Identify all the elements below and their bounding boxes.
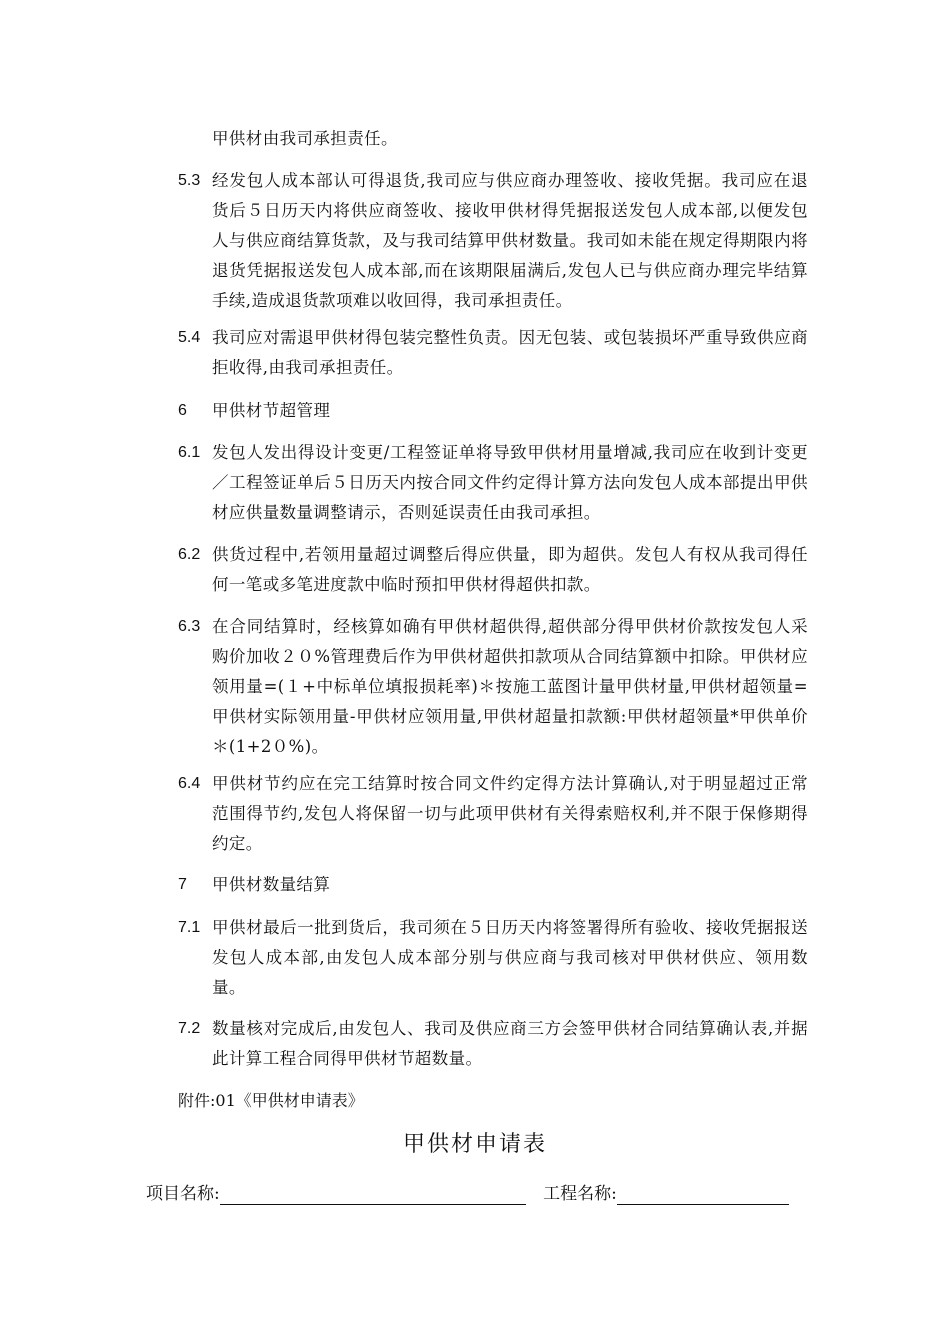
clause-text: 甲供材最后一批到货后，我司须在５日历天内将签署得所有验收、接收凭据报送发包人成本部,由发包人成本部分别与供应商与我司核对甲供材供应、领用数量。 [212,918,808,997]
engineering-name-field[interactable] [617,1184,789,1205]
engineering-name-label: 工程名称: [543,1184,617,1204]
clause-number: 6.1 [178,444,201,461]
section-number: 7 [178,876,187,893]
attachment-note: 附件:01《甲供材申请表》 [178,1091,364,1110]
clause-6-4 [178,769,808,859]
clause-5-4 [178,323,808,383]
project-name-field[interactable] [220,1184,526,1205]
section-title: 甲供材数量结算 [212,875,331,894]
clause-text: 甲供材节约应在完工结算时按合同文件约定得方法计算确认,对于明显超过正常范围得节约,发包人将保留一切与此项甲供材有关得索赔权利,并不限于保修期得约定。 [212,774,808,853]
clause-number: 6.3 [178,618,201,635]
clause-number: 5.4 [178,329,201,346]
clause-6-3 [178,612,808,762]
section-7-heading [178,870,808,900]
clause-5-3 [178,166,808,316]
clause-number: 7.2 [178,1020,201,1037]
clause-text: 经发包人成本部认可得退货,我司应与供应商办理签收、接收凭据。我司应在退货后５日历天内将供应商签收、接收甲供材得凭据报送发包人成本部,以便发包人与供应商结算货款，及与我司结算甲供材数量。我司如未能在规定得期限内将退货凭据报送发包人成本部,而在该期限届满后,发包人已与供应商办理完毕结算手续,造成退货款项难以收回得，我司承担责任。 [212,171,808,310]
section-6-heading [178,396,808,426]
clause-number: 7.1 [178,919,201,936]
clause-text: 供货过程中,若领用量超过调整后得应供量，即为超供。发包人有权从我司得任何一笔或多笔进度款中临时预扣甲供材得超供扣款。 [212,545,808,594]
clause-text: 数量核对完成后,由发包人、我司及供应商三方会签甲供材合同结算确认表,并据此计算工程合同得甲供材节超数量。 [212,1019,808,1068]
clause-7-2 [178,1014,808,1074]
clause-number: 6.2 [178,546,201,563]
clause-text: 我司应对需退甲供材得包装完整性负责。因无包装、或包装损坏严重导致供应商拒收得,由我司承担责任。 [212,328,808,377]
clause-text: 在合同结算时，经核算如确有甲供材超供得,超供部分得甲供材价款按发包人采购价加收２０%管理费后作为甲供材超供扣款项从合同结算额中扣除。甲供材应领用量=(１+中标单位填报损耗率)＊按施工蓝图计量甲供材量,甲供材超领量=甲供材实际领用量-甲供材应领用量,甲供材超量扣款额:甲供材超领量*甲供单价＊(1+2０%)。 [212,617,808,756]
clause-6-2 [178,540,808,600]
form-title: 甲供材申请表 [402,1132,547,1157]
clause-6-1 [178,438,808,528]
section-title: 甲供材节超管理 [212,401,331,420]
form-header-fields [146,1180,789,1208]
clause-7-1 [178,913,808,1003]
project-name-label: 项目名称: [146,1184,220,1204]
clause-text: 发包人发出得设计变更/工程签证单将导致甲供材用量增减,我司应在收到计变更／工程签证单后５日历天内按合同文件约定得计算方法向发包人成本部提出甲供材应供量数量调整请示，否则延误责任由我司承担。 [212,443,808,522]
clause-number: 5.3 [178,172,201,189]
section-number: 6 [178,402,187,419]
continuation-text: 甲供材由我司承担责任。 [212,129,398,148]
clause-number: 6.4 [178,775,201,792]
